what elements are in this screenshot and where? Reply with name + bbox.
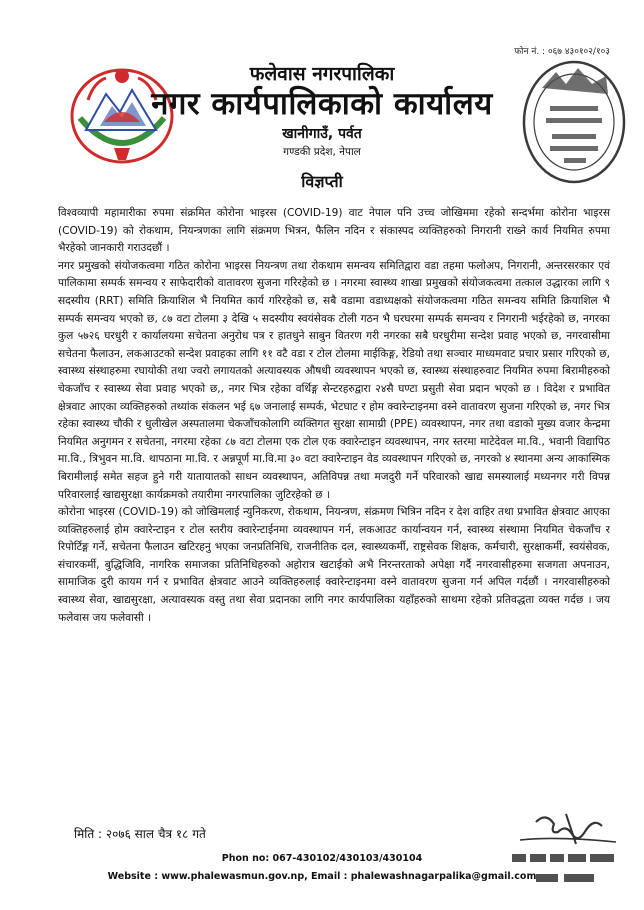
body-paragraph: विश्वव्यापी महामारीका रुपमा संक्रमित कोरोना भाइरस (COVID-19) वाट नेपाल पनि उच्च जोखिममा रहेको सन्दर्भमा कोरोना भाइरस (COVID-19) को रोकथाम, नियन्त्रणका लागि संक्रमण भित्रन, फैलिन नदिन र संकास्पद व्यक्तिहरुको निगरानी राख्ने कार्य नियमित रुपमा भैरहेको जानकारी गराउदछौं । bbox=[58, 207, 610, 255]
office-seal-icon bbox=[520, 58, 628, 186]
header-phone: फोन नं. : ०६७ ४३०१०२/१०३ bbox=[514, 47, 610, 57]
notice-body bbox=[58, 205, 610, 627]
office-location: खानीगाउँ, पर्वत bbox=[282, 126, 362, 142]
province-name: गण्डकी प्रदेश, नेपाल bbox=[283, 146, 361, 158]
body-paragraph: नगर प्रमुखको संयोजकत्वमा गठित कोरोना भाइरस नियन्त्रण तथा रोकथाम समन्वय समितिद्वारा वडा तहमा फलोअप, निगरानी, अन्तरसरकार एवं पालिकामा सम्पर्क समन्वय र साफेदारीको वातावरण सुजना गरिरहेको छ । नगरमा स्वास्थ्य शाखा प्रमुखको संयोजकत्वमा तत्काल उद्धारका लागि ९ सदस्यीय (RRT) समिति क्रियाशिल भै नियमित कार्य गरिरहेको छ, सबै वडामा वडाध्यक्षको संयोजकत्वमा गठित समन्वय समिति क्रियाशिल भै सम्पर्क समन्वय भएको छ, ८७ वटा टोलमा ३ देखि ५ सदस्यीय स्वयंसेवक टोली गठन भै घरघरमा सम्पर्क समन्वय र निगरानी भईरहेको छ, नगरका कुल ५७२६ घरधुरी र कार्यालयमा सचेतना अनुरोध पत्र र हातधुने साबुन वितरण गरी नगरका सबै घरधुरीमा सन्देश प्रवाह भएको छ, नगरवासीमा सचेतना फैलाउन, लकआउटको सन्देश प्रवाहका लागि ११ वटै वडा र टोल टोलमा माईकिङ्ग, रेडियो तथा सञ्चार माध्यमवाट प्रचार प्रसार गरिएको छ, स्वास्थ्य संस्थाहरुमा रघायोकी तथा ज्वरो लगायतको अत्यावस्यक औषधी व्यवस्थापन भएको छ, स्वास्थ्य संस्थाहरुवाट नियमित रुपमा बिरामीहरुको चेकजाँच र स्वास्थ्य सेवा प्रवाह भएको छ,, नगर भित्र रहेका वर्थिङ्ग सेन्टरहरुद्वारा २४सै घण्टा प्रसुती सेवा प्रदान भएको छ । विदेश र प्रभावित क्षेत्रवाट आएका व्यक्तिहरुको तथ्यांक संकलन भई ६७ जनालाई सम्पर्क, भेटघाट र होम क्वारेन्टाइनमा वस्ने वातावरण सुजना गरिएको छ, नगर भित्र रहेका स्वास्थ्य चौकी र धुलीखेल अस्पतालमा चेकजाँचकोलागि व्यक्तिगत सुरक्षा सामाग्री (PPE) व्यवस्थापन, नगर तथा वडाको मुख्य वजार केन्द्रमा नियमित अनुगमन र सचेतना, नगरमा रहेका ८७ वटा टोलमा एक टोल एक क्वारेन्टाइन व्यवस्थापन, नगर स्तरमा माटेदेवल मा.वि., भवानी विद्यापिठ मा.वि., त्रिभुवन मा.वि. थापठाना मा.वि. र अन्नपूर्ण मा.वि.मा ३० वटा क्वारेन्टाइन वेड व्यवस्थापन गरिएको छ, नगरको ४ स्थानमा अन्य आकास्मिक बिरामीलाई समेत सहज हुने गरी यातायातको साधन व्यवस्थापन, अतिविपन्न तथा मजदुरी गर्ने परिवारको खाद्य समस्यालाई मध्यनगर गरी विपन्न परिवारलाई खाद्यसुरक्षा कार्यक्रमको तयारीमा नगरपालिका जुटिरहेको छ । bbox=[58, 259, 610, 501]
office-title: नगर कार्यपालिकाको कार्यालय bbox=[151, 86, 493, 122]
notice-title: विज्ञप्ती bbox=[301, 172, 343, 191]
notice-date: मिति : २०७६ साल चैत्र १८ गते bbox=[74, 827, 206, 841]
footer-website: Website : www.phalewasmun.gov.np, Email : phalewashnagarpalika@gmail.com bbox=[107, 871, 537, 882]
footer-phone: Phon no: 067-430102/430103/430104 bbox=[221, 853, 423, 864]
body-paragraph: कोरोना भाइरस (COVID-19) को जोखिमलाई न्युनिकरण, रोकथाम, नियन्त्रण, संक्रमण भित्रिन नदिन र देश वाहिर तथा प्रभावित क्षेत्रवाट आएका व्यक्तिहरुलाई होम क्वारेन्टाइन र टोल स्तरीय क्वारेन्टाईनमा व्यवस्थापन गर्न, लकआउट कार्यान्वयन गर्न, स्वास्थ्य संस्थामा नियमित चेकजाँच र रिपोर्टिङ्ग गर्ने, सचेतना फैलाउन खटिरहनु भएका जनप्रतिनिधि, राजनीतिक दल, स्वास्थ्यकर्मी, राष्ट्रसेवक शिक्षक, कर्मचारी, सुरक्षाकर्मी, स्वयंसेवक, संचारकर्मी, बुद्धिजिवि, नागरिक समाजका प्रतिनिधिहरुको अहोरात्र खटाईको अभै निरन्तरताको अपेक्षा गर्दै नगरवासीहरुमा सजगता अपनाउन, सामाजिक दुरी कायम गर्न र प्रभावित क्षेत्रवाट आउने व्यक्तिहरुलाई क्वारेन्टाइनमा वस्ने वातावरण सुजना गर्न अपिल गर्दछौं । नगरवासीहरुको स्वास्थ्य सेवा, खाद्यसुरक्षा, अत्यावस्यक वस्तु तथा सेवा प्रदानका लागि नगर कार्यपालिका यहाँहरुको साथमा रहेको प्रतिवद्धता व्यक्त गर्दछ । जय फलेवास जय फलेवासी । bbox=[58, 506, 610, 624]
municipality-name: फलेवास नगरपालिका bbox=[249, 63, 395, 85]
